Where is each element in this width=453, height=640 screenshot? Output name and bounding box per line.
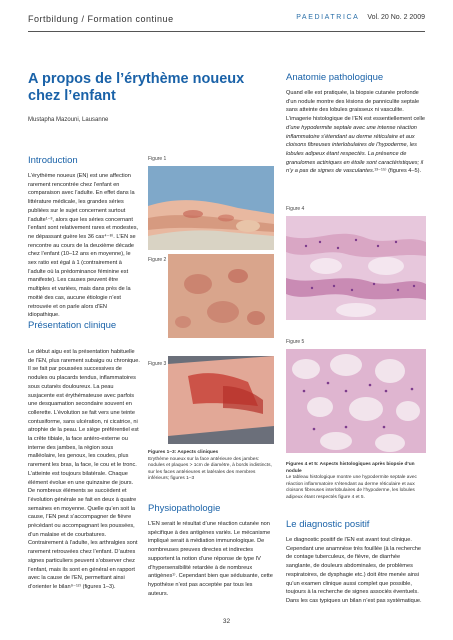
figure-2-photo — [168, 254, 274, 338]
anatomy-text-refs: ¹³⁻¹⁵⁾ (figures 4–5). — [374, 168, 422, 175]
figure-1-label: Figure 1 — [148, 156, 167, 162]
header-rule — [28, 31, 425, 32]
figures-1-3-caption — [148, 450, 274, 483]
section-header: Fortbildung / Formation continue — [28, 14, 174, 24]
journal-header — [296, 14, 425, 21]
physio-text: L’EN serait le résultat d’une réaction cutanée non spécifique à des antigènes variés. Le mécanisme impliqué serait à médiation immunologique. De nombreuses preuves directes et indirectes supportent la notion d’une réponse de type IV d’hypersensibilité retardée à de nombreux antigènes¹⁾. Cependant bien que séduisante, cette hypothèse n’est pas acceptée par tous les auteurs. — [148, 521, 273, 597]
figure-4-label: Figure 4 — [286, 206, 305, 212]
article-title: A propos de l’érythème noueux chez l’enfant — [28, 71, 245, 104]
journal-volume: Vol. 20 No. 2 2009 — [367, 14, 425, 21]
diagnosis-text: Le diagnostic positif de l’EN est avant tout clinique. Cependant une anamnèse très fouillée (à la recherche de contage tuberculeux, de fièvre, de diarrhée sanglante, de douleurs abdominales, de problèmes respiratoires, de dysphagie etc.) doit être menée ainsi qu’un examen clinique aussi complet que possible, toujours à la recherche de signes associés éventuels. Dans les cas typiques un bilan n’est pas systématique. — [286, 537, 422, 604]
journal-name: PAEDIATRICA — [296, 14, 360, 21]
caption-1-3-title: Figures 1–3: Aspects cliniques — [148, 450, 219, 455]
figure-2-label: Figure 2 — [148, 257, 167, 263]
diagnosis-heading: Le diagnostic positif — [286, 519, 370, 530]
skin-closeup-icon — [168, 254, 274, 338]
clinical-heading: Présentation clinique — [28, 320, 117, 331]
clinical-text: Le début aigu est la présentation habituelle de l’EN, plus rarement subaigu ou chronique. Il se fait par poussées successives de nodules ou placards tendus, inflammatoires sous cutanés douloureux. La peau susjacente est érythémateuse avec parfois une desquamation secondaire souvent en collerette. L’évolution se fait vers une teinte contusiforme, sans ulcération, ni cicatrice, ni atrophie de la peau. Le siège préférentiel est la crête tibiale, la face antéro-externe ou interne des jambes, la région sous malléolaire, les genoux, les coudes, plus rarement les bras, la face, le cou et le tronc. L’atteinte est toujours bilatérale. Chaque élément évolue en une quinzaine de jours. De nombreux éléments se succèdent et l’évolution générale se fait en deux à quatre semaines en moyenne. Quelle qu’en soit la cause, l’EN peut s’accompagner de fièvre précédant ou accompagnant les poussées, d’un malaise et de courbatures. Contrairement à l’adulte, les arthralgies sont rarement retrouvées chez l’enfant. D’autres signes particuliers peuvent s’observer chez l’enfant, mais ils sont en général en rapport avec la cause de l’EN, permettant ainsi d’orienter le bilan⁹⁻¹²⁾ (figures 1–3). — [28, 349, 140, 590]
figure-3-label: Figure 3 — [148, 361, 167, 367]
intro-text: L’érythème noueux (EN) est une affection rarement rencontrée chez l’enfant en comparaison avec l’adulte. En effet dans la littérature médicale, les grandes séries publiées sur le sujet concernent surtout l’adulte¹⁻³, alors que les séries concernant l’enfant sont relativement rares et modestes, ne dépassant guère les 36 cas⁴⁻⁸⁾. L’EN se rencontre au cours de la deuxième décade chez l’enfant (10–12 ans en moyenne), le sex ratio est égal à 1 (contrairement à l’adulte où la prédominance féminine est manifeste). Les causes peuvent être multiples et variées, mais dans près de la moitié des cas, aucune étiologie n’est retrouvée et on parle alors d’EN idiopathique. — [28, 173, 139, 319]
page-number: 32 — [222, 618, 231, 625]
anatomy-heading: Anatomie pathologique — [286, 72, 384, 83]
intro-heading: Introduction — [28, 155, 78, 166]
figures-4-5-caption — [286, 462, 426, 502]
histology-section-icon — [286, 216, 426, 320]
histology-closeup-icon — [286, 349, 426, 453]
figure-1-photo — [148, 166, 274, 250]
figure-5-label: Figure 5 — [286, 339, 305, 345]
anatomy-text-plain: Quand elle est pratiquée, la biopsie cutanée profonde d’un nodule montre des lésions de panniculite septale sans atteinte des lobules graisseux ni vasculite. L’imagerie histologique de l’EN est essentiellement celle — [286, 90, 425, 123]
caption-4-5-title: Figures 4 et 5: Aspects histologiques après biopsie d’un nodule — [286, 462, 415, 474]
caption-1-3-text: Erythème noueux sur la face antérieure des jambes: nodules et plaques > 1cm de diamètre, à bords indistincts, sur les faces antérieures et latérales des membres inférieurs; figures 1–3 — [148, 456, 272, 482]
legs-photo-icon — [148, 166, 274, 250]
anatomy-text — [286, 89, 426, 176]
figure-5-histology — [286, 349, 426, 453]
article-author: Mustapha Mazouni, Lausanne — [28, 117, 109, 123]
figure-3-photo — [168, 356, 274, 444]
physio-heading: Physiopathologie — [148, 503, 221, 514]
caption-4-5-text: Le tableau histologique montre une hypodermite septale avec réaction inflammatoire s’étendant au derme réticulaire et aux cloisons fibreuses interlobulaires de l’hypoderme, les lobules adipeux étant respectés figure 4 et 5. — [286, 475, 417, 500]
figure-4-histology — [286, 216, 426, 320]
anatomy-text-italic: d’une hypodermite septale avec une intense réaction inflammatoire s’étendant au derme réticulaire et aux cloisons fibreuses interlobulaires de l’hypoderme, les lobules adipeux étant respectés. La présence de granulomes actiniques en étoile sont caractéristiques; il n’y a pas de signes de vasculantes. — [286, 124, 424, 175]
erythema-arm-icon — [168, 356, 274, 444]
